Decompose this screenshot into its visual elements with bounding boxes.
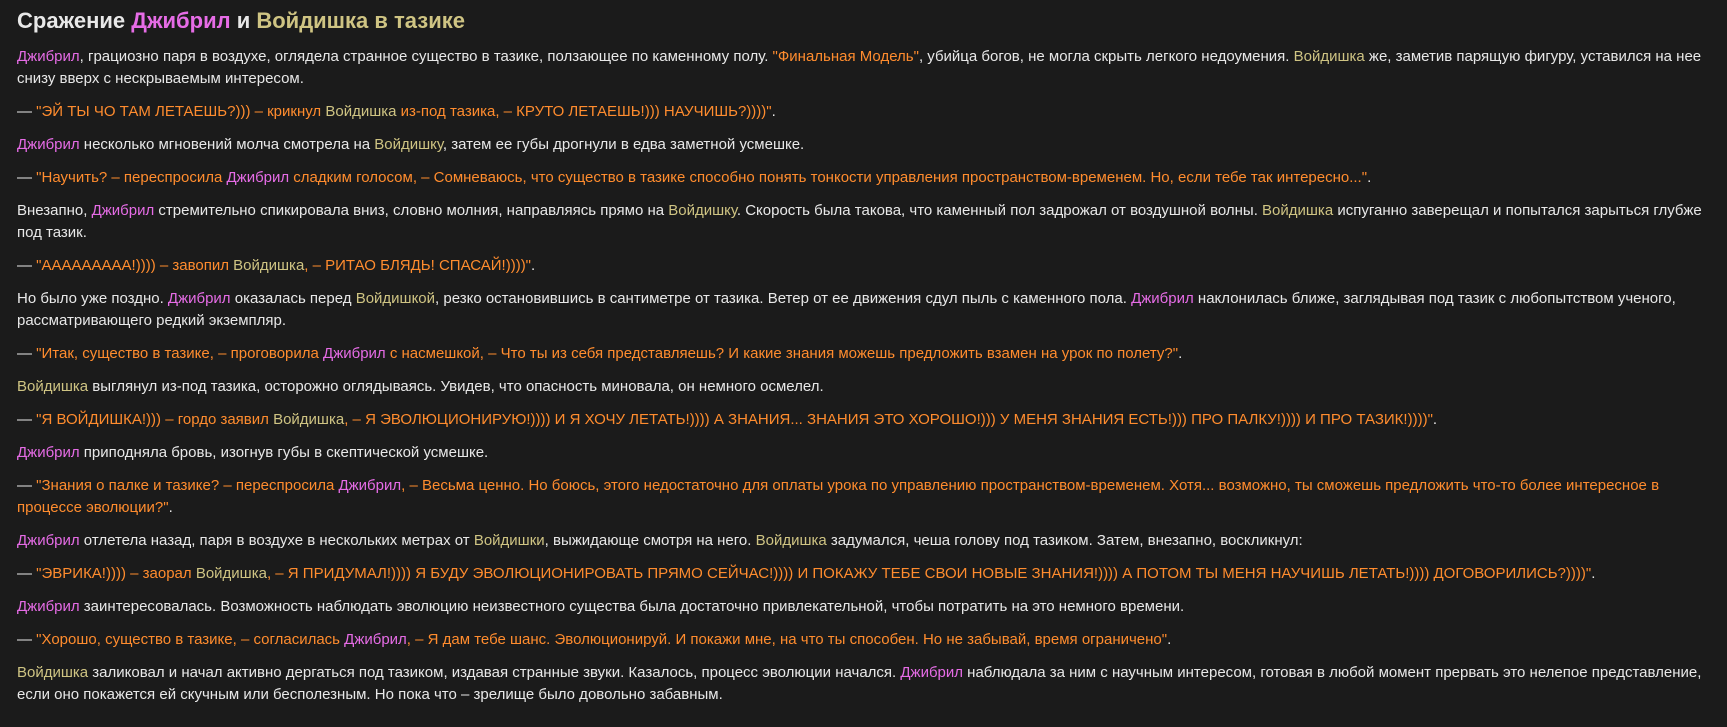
story-paragraph: [17, 376, 1711, 398]
narration-text: , затем ее губы дрогнули в едва заметной усмешке.: [442, 136, 805, 153]
dialogue-text: "Финальная Модель": [772, 48, 919, 65]
narration-text: заинтересовалась. Возможность наблюдать эволюцию неизвестного существа была достаточно привлекательной, чтобы потратить на это немного времени.: [79, 598, 1185, 615]
name-dzhibril: Джибрил: [226, 169, 290, 186]
name-voydishka: Войдишка: [1293, 48, 1365, 65]
dialogue-text: "ААААААААА!)))) – завопил: [36, 257, 234, 274]
dialogue-text: , – РИТАО БЛЯДЬ! СПАСАЙ!))))": [304, 257, 532, 274]
narration-text: , грациозно паря в воздухе, оглядела странное существо в тазике, ползающее по каменному полу.: [79, 48, 773, 65]
dialogue-text: из-под тазика, – КРУТО ЛЕТАЕШЬ!))) НАУЧИШЬ?))))": [396, 103, 772, 120]
narration-text: —: [17, 345, 37, 362]
story-title: [17, 6, 1711, 36]
name-dzhibril: Джибрил: [1131, 290, 1194, 307]
dialogue-text: , – Я дам тебе шанс. Эволюционируй. И покажи мне, на что ты способен. Но не забывай, время ограничено": [406, 631, 1168, 648]
narration-text: .: [531, 257, 536, 274]
story-paragraph: [17, 596, 1711, 618]
story-paragraph: [17, 530, 1711, 552]
story-paragraph: [17, 563, 1711, 585]
narration-text: .: [1367, 169, 1372, 186]
name-voydishka: Войдишку: [668, 202, 737, 219]
name-voydishka: Войдишка: [1262, 202, 1334, 219]
narration-text: .: [1178, 345, 1183, 362]
narration-text: —: [17, 631, 37, 648]
dialogue-text: с насмешкой, – Что ты из себя представляешь? И какие знания можешь предложить взамен на урок по полету?": [385, 345, 1179, 362]
dialogue-text: сладким голосом, – Сомневаюсь, что существо в тазике способно понять тонкости управления пространством-временем. Но, если тебе так интересно...": [289, 169, 1368, 186]
narration-text: несколько мгновений молча смотрела на: [79, 136, 375, 153]
narration-text: приподняла бровь, изогнув губы в скептической усмешке.: [79, 444, 489, 461]
name-dzhibril: Джибрил: [17, 444, 80, 461]
story-paragraph: [17, 101, 1711, 123]
narration-text: заликовал и начал активно дергаться под тазиком, издавая странные звуки. Казалось, процесс эволюции начался.: [88, 664, 901, 681]
dialogue-text: , – Я ЭВОЛЮЦИОНИРУЮ!)))) И Я ХОЧУ ЛЕТАТЬ!)))) А ЗНАНИЯ... ЗНАНИЯ ЭТО ХОРОШО!))) У МЕНЯ ЗНАНИЯ ЕСТЬ!))) ПРО ПАЛКУ!)))) И ПРО ТАЗИК!))))": [344, 411, 1433, 428]
name-voydishka: Войдишка в тазике: [256, 8, 465, 33]
story-paragraph: [17, 46, 1711, 90]
story-paragraph: [17, 343, 1711, 365]
narration-text: Внезапно,: [17, 202, 92, 219]
narration-text: .: [1167, 631, 1172, 648]
story-paragraph: [17, 167, 1711, 189]
dialogue-text: , – Весьма ценно. Но боюсь, этого недостаточно для оплаты урока по управлению пространством-временем. Хотя... возможно, ты сможешь предложить что-то более интересное в процессе эволюции?": [17, 477, 1660, 516]
narration-text: .: [168, 499, 173, 516]
name-voydishka: Войдишки: [473, 532, 545, 549]
story-paragraph: [17, 288, 1711, 332]
dialogue-text: "Научить? – переспросила: [36, 169, 227, 186]
narration-text: , резко остановившись в сантиметре от тазика. Ветер от ее движения сдул пыль с каменного пола.: [435, 290, 1132, 307]
narration-text: .: [1432, 411, 1438, 428]
narration-text: наклонилась ближе, заглядывая под тазик с любопытством ученого, рассматривающего редкий экземпляр.: [17, 290, 1676, 329]
narration-text: —: [17, 169, 37, 186]
name-dzhibril: Джибрил: [17, 532, 80, 549]
story-paragraph: [17, 409, 1711, 431]
name-dzhibril: Джибрил: [91, 202, 155, 219]
story-body: [17, 46, 1711, 706]
narration-text: испуганно заверещал и попытался зарыться глубже под тазик.: [17, 202, 1702, 241]
name-voydishka: Войдишка: [273, 411, 345, 428]
name-dzhibril: Джибрил: [338, 477, 402, 494]
dialogue-text: "ЭЙ ТЫ ЧО ТАМ ЛЕТАЕШЬ?))) – крикнул: [36, 103, 326, 120]
name-dzhibril: Джибрил: [900, 664, 964, 681]
narration-text: выглянул из-под тазика, осторожно оглядываясь. Увидев, что опасность миновала, он немного осмелел.: [88, 378, 824, 395]
name-voydishka: Войдишкой: [355, 290, 436, 307]
name-voydishka: Войдишка: [17, 664, 89, 681]
story-paragraph: [17, 255, 1711, 277]
narration-text: оказалась перед: [230, 290, 356, 307]
narration-text: задумался, чеша голову под тазиком. Затем, внезапно, воскликнул:: [826, 532, 1303, 549]
dialogue-text: "Знания о палке и тазике? – переспросила: [36, 477, 339, 494]
narration-text: —: [17, 257, 37, 274]
dialogue-text: , – Я ПРИДУМАЛ!)))) Я БУДУ ЭВОЛЮЦИОНИРОВАТЬ ПРЯМО СЕЙЧАС!)))) И ПОКАЖУ ТЕБЕ СВОИ НОВЫЕ ЗНАНИЯ!)))) А ПОТОМ ТЫ МЕНЯ НАУЧИШЬ ЛЕТАТЬ!)))) ДОГОВОРИЛИСЬ?))))": [266, 565, 1592, 582]
narration-text: наблюдала за ним с научным интересом, готовая в любой момент прервать это нелепое представление, если оно покажется ей скучным или бесполезным. Но пока что – зрелище было довольно забавным.: [17, 664, 1702, 703]
narration-text: Сражение: [17, 8, 132, 33]
narration-text: , выжидающе смотря на него.: [544, 532, 756, 549]
narration-text: .: [1591, 565, 1596, 582]
narration-text: же, заметив парящую фигуру, уставился на нее снизу вверх с нескрываемым интересом.: [17, 48, 1702, 87]
name-dzhibril: Джибрил: [344, 631, 407, 648]
dialogue-text: "Хорошо, существо в тазике, – согласилась: [36, 631, 345, 648]
name-dzhibril: Джибрил: [167, 290, 231, 307]
dialogue-text: "ЭВРИКА!)))) – заорал: [36, 565, 196, 582]
name-voydishka: Войдишка: [17, 378, 89, 395]
name-dzhibril: Джибрил: [17, 598, 80, 615]
name-dzhibril: Джибрил: [17, 136, 80, 153]
narration-text: . Скорость была такова, что каменный пол задрожал от воздушной волны.: [736, 202, 1263, 219]
name-voydishka: Войдишку: [374, 136, 443, 153]
story-paragraph: [17, 442, 1711, 464]
narration-text: стремительно спикировала вниз, словно молния, направляясь прямо на: [154, 202, 669, 219]
narration-text: —: [17, 565, 37, 582]
narration-text: —: [17, 477, 37, 494]
narration-text: отлетела назад, паря в воздухе в нескольких метрах от: [79, 532, 474, 549]
name-voydishka: Войдишка: [755, 532, 827, 549]
narration-text: —: [17, 103, 37, 120]
name-dzhibril: Джибрил: [131, 8, 231, 33]
narration-text: .: [771, 103, 776, 120]
name-voydishka: Войдишка: [325, 103, 397, 120]
name-voydishka: Войдишка: [233, 257, 305, 274]
narration-text: Но было уже поздно.: [17, 290, 168, 307]
name-voydishka: Войдишка: [195, 565, 267, 582]
dialogue-text: "Итак, существо в тазике, – проговорила: [36, 345, 324, 362]
story-paragraph: [17, 475, 1711, 519]
name-dzhibril: Джибрил: [323, 345, 386, 362]
story-paragraph: [17, 662, 1711, 706]
story-paragraph: [17, 629, 1711, 651]
narration-text: и: [230, 8, 257, 33]
dialogue-text: "Я ВОЙДИШКА!))) – гордо заявил: [36, 411, 274, 428]
narration-text: , убийца богов, не могла скрыть легкого недоумения.: [918, 48, 1294, 65]
narration-text: —: [17, 411, 37, 428]
name-dzhibril: Джибрил: [17, 48, 80, 65]
story-paragraph: [17, 200, 1711, 244]
story-paragraph: [17, 134, 1711, 156]
